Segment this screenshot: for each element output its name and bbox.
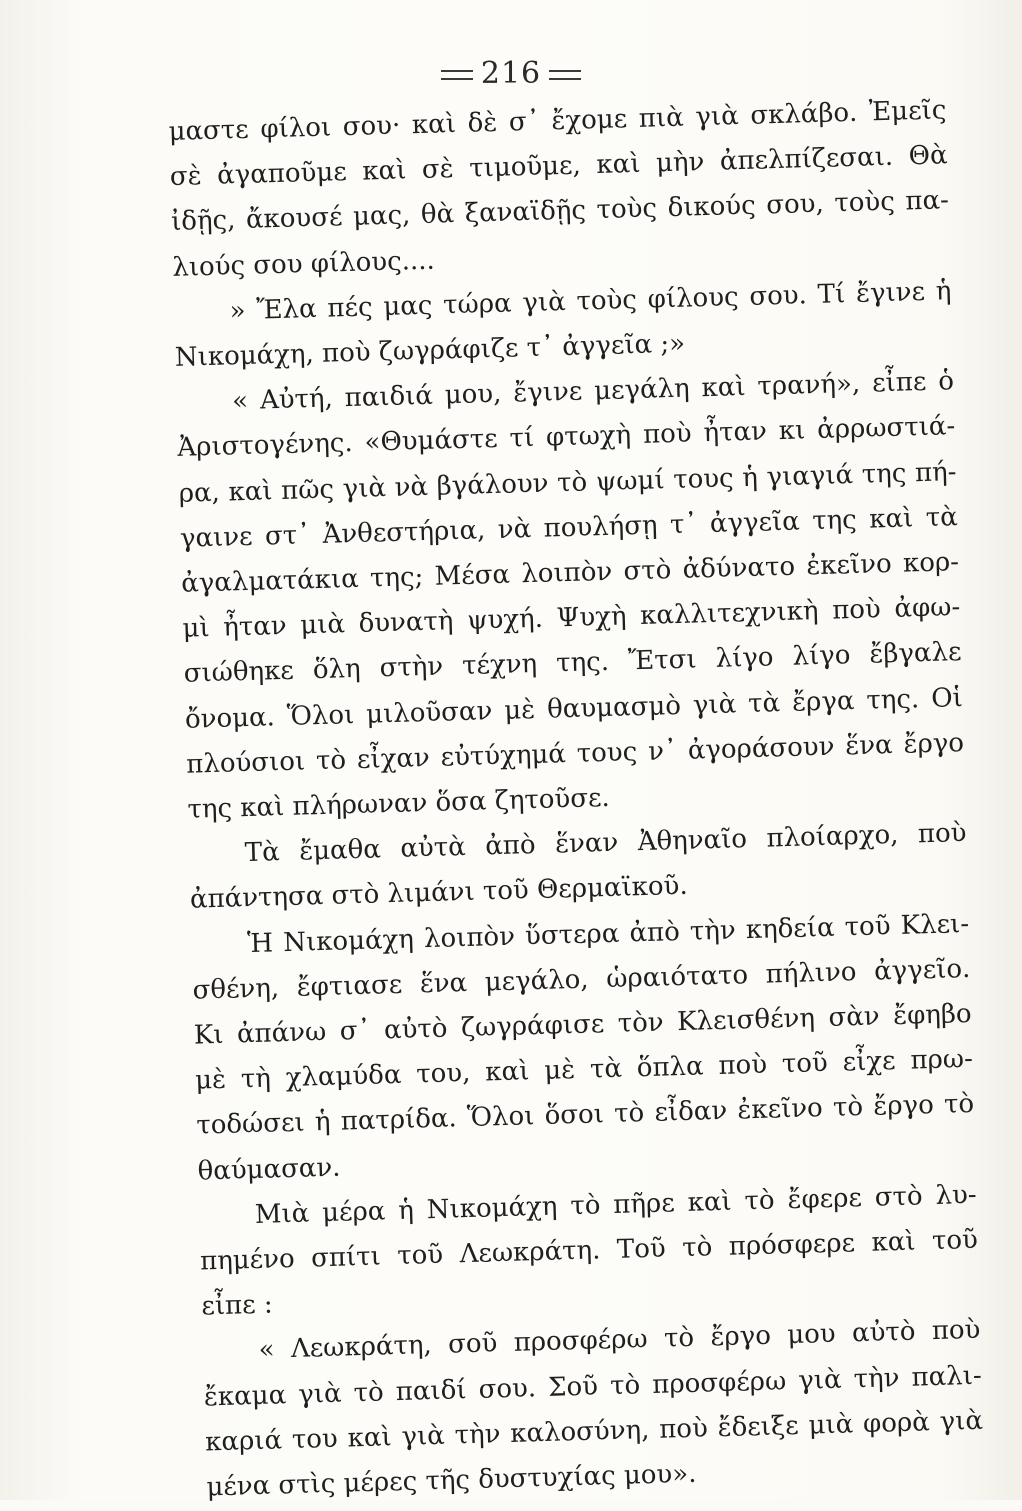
text-line: μὲ τὴ χλαμύδα του, καὶ μὲ τὰ ὅπλα ποὺ τοῦ εἶχε πρω- — [194, 1044, 974, 1096]
text-line: πλούσιοι τὸ εἶχαν εὐτύχημά τους ν᾽ ἀγοράσουν ἕνα ἔργο — [185, 727, 965, 780]
text-line: σὲ ἀγαποῦμε καὶ σὲ τιμοῦμε, καὶ μὴν ἀπελπίζεσαι. Θὰ — [169, 140, 948, 193]
text-line: ρα, καὶ πῶς γιὰ νὰ βγάλουν τὸ ψωμί τους ἡ γιαγιά της πή- — [178, 456, 957, 509]
page-number: 216 — [480, 56, 542, 91]
text-line: καριά του καὶ γιὰ τὴν καλοσύνη, ποὺ ἔδειξε μιὰ φορὰ γιὰ — [204, 1405, 984, 1458]
text-line: της καὶ πλήρωναν ὅσα ζητοῦσε. — [187, 782, 611, 825]
page-header — [0, 56, 1022, 91]
text-line: ὄνομα. Ὅλοι μιλοῦσαν μὲ θαυμασμὸ γιὰ τὰ ἔργα της. Οἱ — [184, 682, 964, 735]
text-line: « Λεωκράτη, σοῦ προσφέρω τὸ ἔργο μου αὐτὸ ποὺ — [258, 1315, 981, 1366]
left-ornament-rule — [441, 70, 473, 80]
text-line: θαύμασαν. — [197, 1152, 341, 1187]
text-line: εἶπε : — [201, 1289, 274, 1322]
right-ornament-rule — [549, 70, 581, 80]
text-line: μένα στὶς μέρες τῆς δυστυχίας μου». — [206, 1458, 697, 1503]
text-line: ἀγαλματάκια της; Μέσα λοιπὸν στὸ ἀδύνατο ἐκεῖνο κορ- — [180, 547, 960, 599]
text-line: » Ἔλα πές μας τώρα γιὰ τοὺς φίλους σου. Τί ἔγινε ἡ — [229, 276, 952, 327]
text-line: « Αὐτή, παιδιά μου, ἔγινε μεγάλη καὶ τρανή», εἶπε ὁ — [231, 366, 955, 417]
text-line: Τὰ ἔμαθα αὐτὰ ἀπὸ ἕναν Ἀθηναῖο πλοίαρχο, ποὺ — [244, 818, 967, 869]
text-line: μὶ ἦταν μιὰ δυνατὴ ψυχή. Ψυχὴ καλλιτεχνικὴ ποὺ ἀφω- — [182, 592, 961, 645]
body-text — [168, 88, 985, 1510]
text-line: ἀπάντησα στὸ λιμάνι τοῦ Θερμαϊκοῦ. — [189, 871, 689, 916]
text-line: λιούς σου φίλους.... — [171, 245, 436, 283]
text-line: πημένο σπίτι τοῦ Λεωκράτη. Τοῦ τὸ πρόσφερε καὶ τοῦ — [199, 1224, 979, 1277]
text-line: Ἀριστογένης. «Θυμάστε τί φτωχὴ ποὺ ἦταν κι ἀρρωστιά- — [177, 411, 956, 464]
text-line: σθένη, ἔφτιασε ἕνα μεγάλο, ὡραιότατο πήλινο ἀγγεῖο. — [192, 953, 971, 1006]
text-line: Νικομάχη, ποὺ ζωγράφιζε τ᾽ ἀγγεῖα ;» — [174, 328, 686, 373]
text-line: γαινε στ᾽ Ἀνθεστήρια, νὰ πουλήσῃ τ᾽ ἀγγεῖα της καὶ τὰ — [179, 501, 959, 554]
text-line: Κι ἀπάνω σ᾽ αὐτὸ ζωγράφισε τὸν Κλεισθένη σὰν ἔφηβο — [193, 998, 972, 1051]
text-line: μαστε φίλοι σου· καὶ δὲ σ᾽ ἔχομε πιὰ γιὰ σκλάβο. Ἐμεῖς — [168, 95, 947, 147]
text-line: σιώθηκε ὅλη στὴν τέχνη της. Ἔτσι λίγο λίγο ἔβγαλε — [183, 637, 962, 690]
text-line: Ἡ Νικομάχη λοιπὸν ὕστερα ἀπὸ τὴν κηδεία τοῦ Κλει- — [246, 908, 970, 959]
text-line: Μιὰ μέρα ἡ Νικομάχη τὸ πῆρε καὶ τὸ ἔφερε στὸ λυ- — [254, 1179, 978, 1230]
text-line: ἰδῇς, ἄκουσέ μας, θὰ ξαναϊδῇς τοὺς δικούς σου, τοὺς πα- — [170, 185, 950, 238]
text-line: ἔκαμα γιὰ τὸ παιδί σου. Σοῦ τὸ προσφέρω γιὰ τὴν παλι- — [203, 1360, 983, 1413]
text-line: τοδώσει ἡ πατρίδα. Ὅλοι ὅσοι τὸ εἶδαν ἐκεῖνο τὸ ἔργο τὸ — [195, 1089, 975, 1142]
